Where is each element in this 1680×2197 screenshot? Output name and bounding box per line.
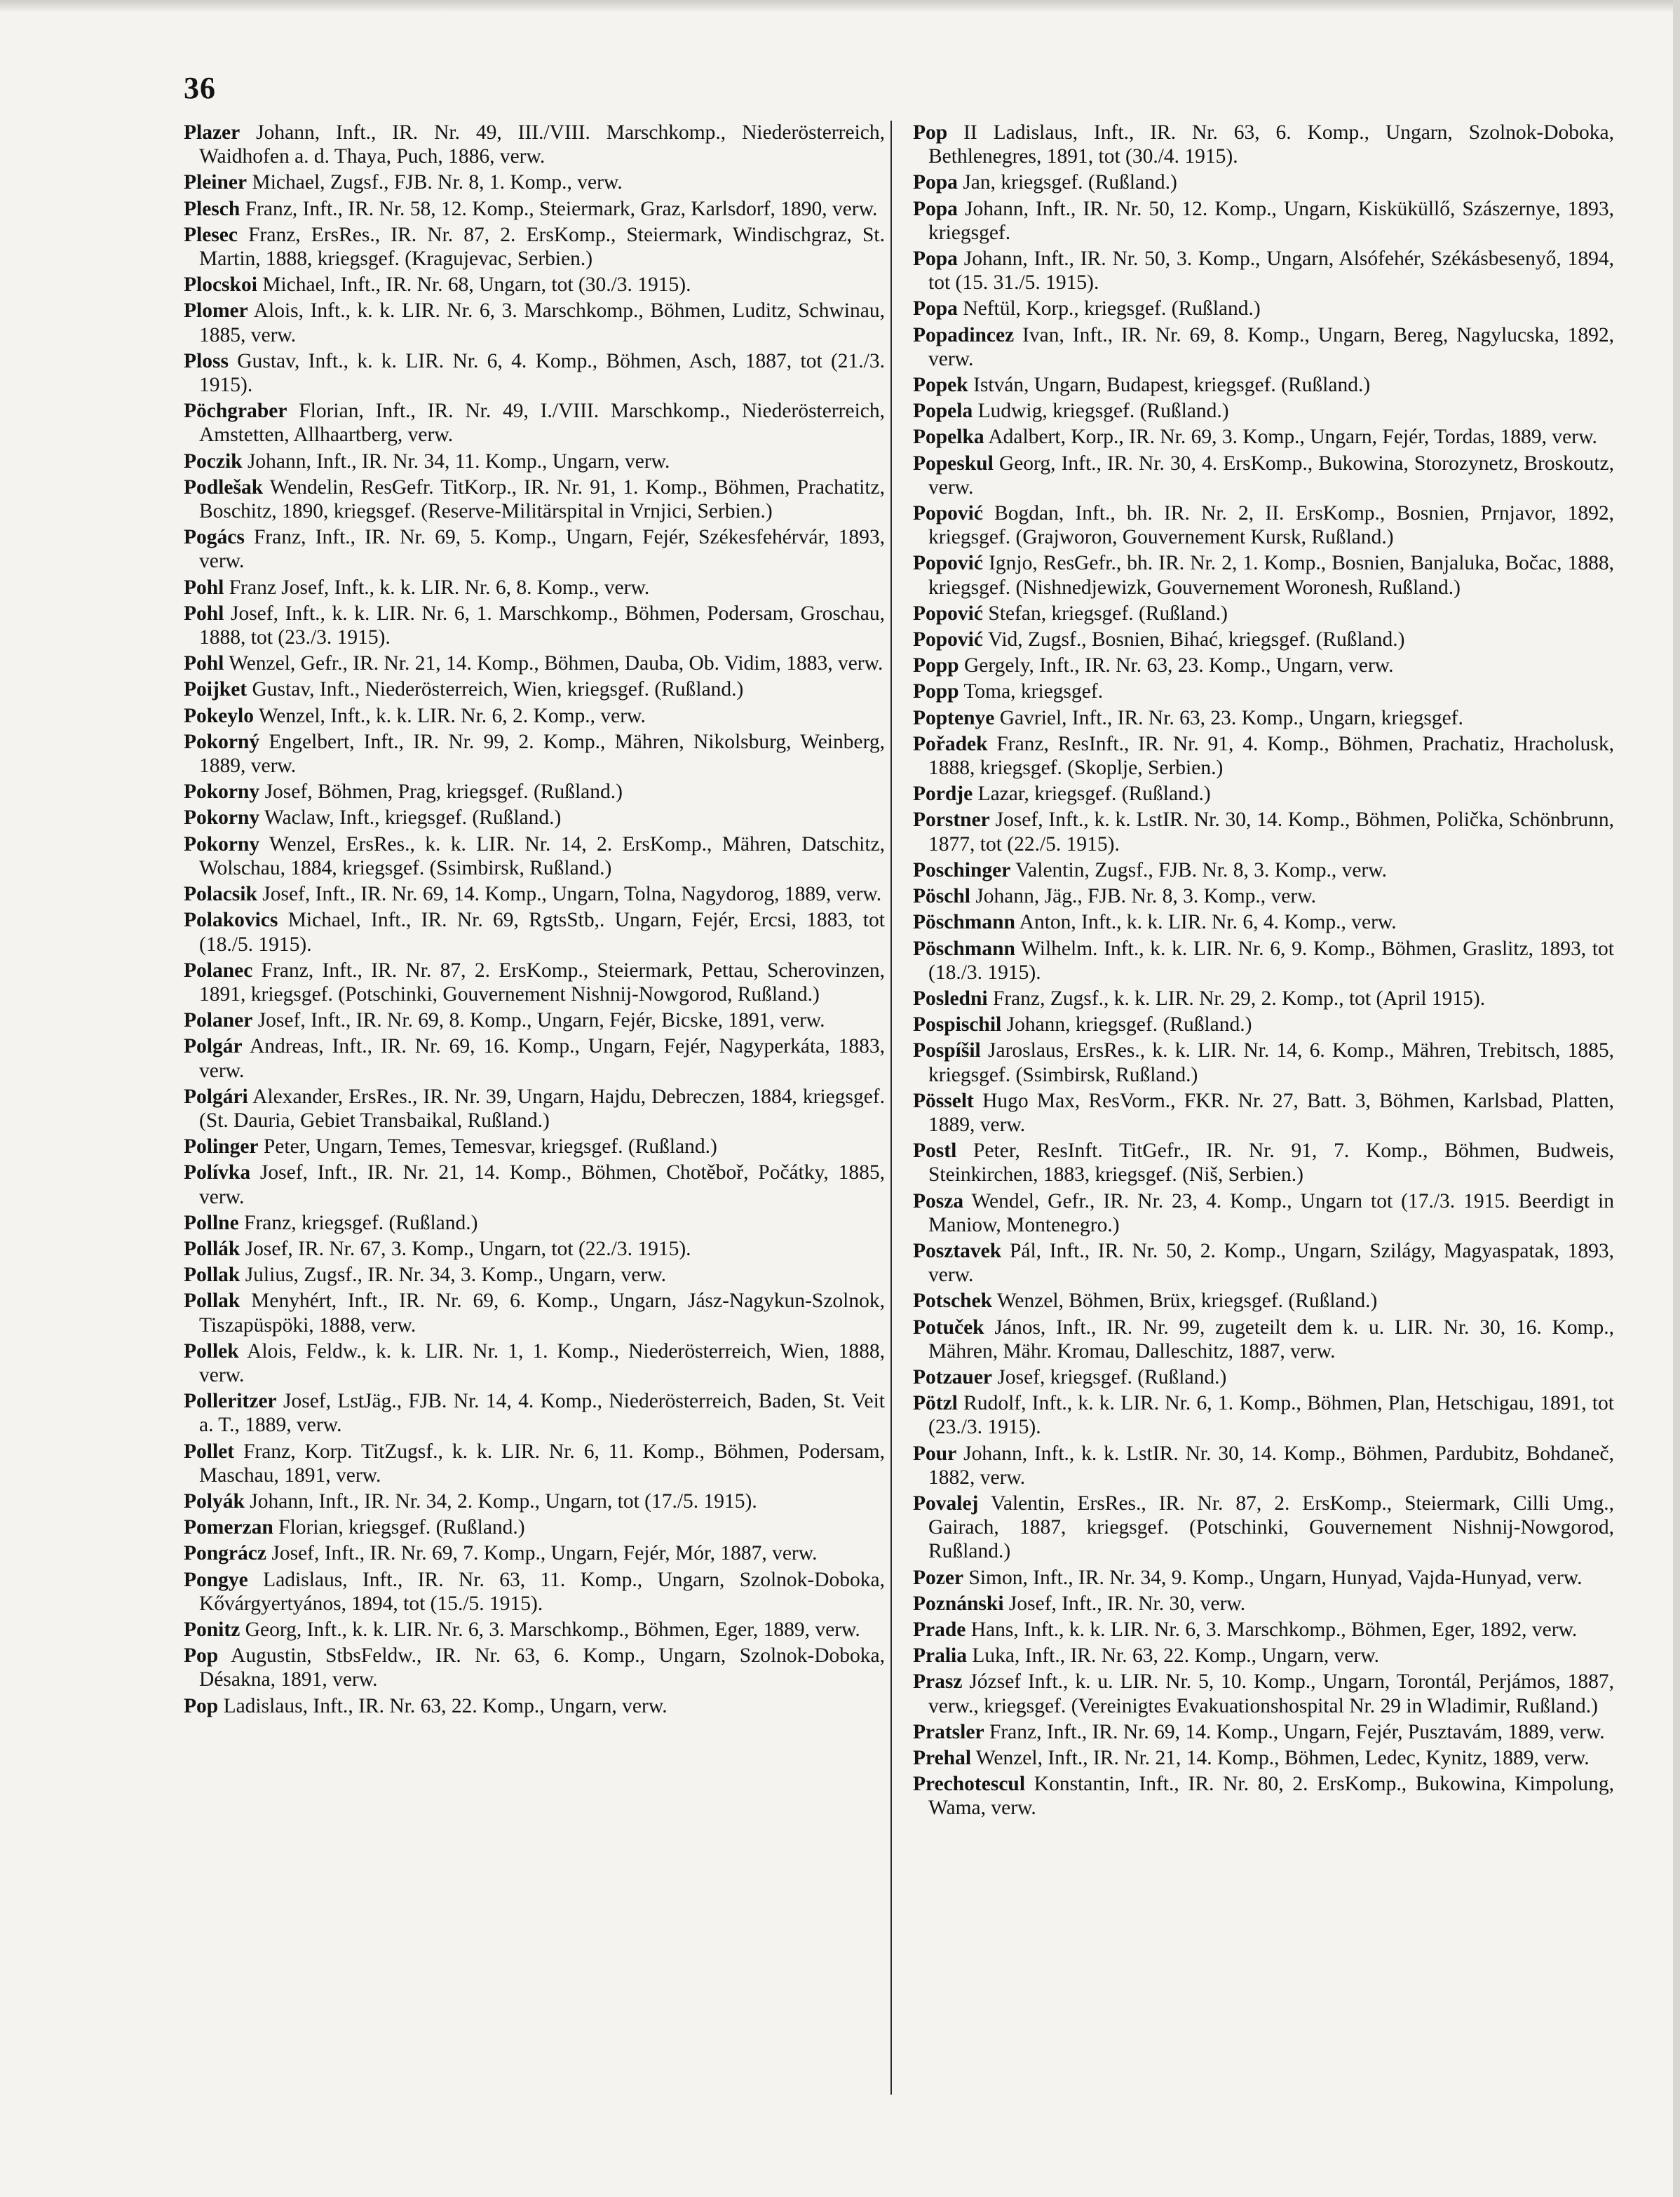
surname: Popadincez <box>913 323 1015 346</box>
entry-details: Luka, Inft., IR. Nr. 63, 22. Komp., Ungarn, verw. <box>972 1644 1379 1668</box>
entry-details: Johann, Inft., k. k. LstIR. Nr. 30, 14. Komp., Böhmen, Pardubitz, Bohdaneč, 1882, verw. <box>928 1442 1614 1489</box>
entry-details: Augustin, StbsFeldw., IR. Nr. 63, 6. Komp., Ungarn, Szolnok-Doboka, Désakna, 1891, verw. <box>199 1644 885 1691</box>
entry-details: Michael, Inft., IR. Nr. 68, Ungarn, tot (30./3. 1915). <box>262 273 691 297</box>
list-entry <box>913 628 1614 651</box>
surname: Pop <box>913 121 948 144</box>
entry-details: Wenzel, ErsRes., k. k. LIR. Nr. 14, 2. ErsKomp., Mähren, Datschitz, Wolschau, 1884, kriegsgef. (Ssimbirsk, Rußland.) <box>199 832 885 879</box>
list-entry <box>184 832 885 880</box>
scan-top-edge <box>0 0 1680 13</box>
entry-details: Toma, kriegsgef. <box>963 680 1104 703</box>
entry-details: István, Ungarn, Budapest, kriegsgef. (Rußland.) <box>973 374 1371 397</box>
entry-details: Wendel, Gefr., IR. Nr. 23, 4. Komp., Ungarn tot (17./3. 1915. Beerdigt in Maniow, Montenegro.) <box>928 1189 1614 1236</box>
surname: Popović <box>913 502 983 525</box>
entry-details: Adalbert, Korp., IR. Nr. 69, 3. Komp., Ungarn, Fejér, Tordas, 1889, verw. <box>988 426 1597 449</box>
entry-details: Vid, Zugsf., Bosnien, Bihać, kriegsgef. (Rußland.) <box>987 628 1405 651</box>
surname: Poptenye <box>913 706 995 729</box>
surname: Pöschmann <box>913 911 1015 934</box>
list-entry <box>184 223 885 271</box>
entry-details: Gavriel, Inft., IR. Nr. 63, 23. Komp., Ungarn, kriegsgef. <box>999 706 1463 729</box>
entry-details: Josef, Inft., IR. Nr. 30, verw. <box>1008 1592 1246 1615</box>
surname: Pospischil <box>913 1013 1002 1036</box>
list-entry <box>913 1013 1614 1036</box>
list-entry <box>184 602 885 649</box>
list-entry <box>913 1289 1614 1313</box>
entry-details: Johann, Inft., IR. Nr. 50, 3. Komp., Ungarn, Alsófehér, Székásbesenyő, 1894, tot (15. 31./5. 1915). <box>928 248 1614 295</box>
surname: Popa <box>913 297 958 320</box>
entry-details: II Ladislaus, Inft., IR. Nr. 63, 6. Komp., Ungarn, Szolnok-Doboka, Bethlenegres, 1891, tot (30./4. 1915). <box>928 121 1614 168</box>
surname: Polaner <box>184 1009 253 1032</box>
surname: Popeskul <box>913 452 994 475</box>
surname: Polgári <box>184 1085 248 1108</box>
surname: Pozer <box>913 1566 964 1589</box>
surname: Popela <box>913 400 973 423</box>
entry-details: Pál, Inft., IR. Nr. 50, 2. Komp., Ungarn, Szilágy, Magyaspatak, 1893, verw. <box>928 1239 1614 1287</box>
entry-details: Ladislaus, Inft., IR. Nr. 63, 11. Komp., Ungarn, Szolnok-Doboka, Kővárgyertyános, 1894, tot (15./5. 1915). <box>199 1568 886 1615</box>
surname: Pokorny <box>184 780 260 804</box>
list-entry <box>184 651 885 675</box>
surname: Polgár <box>184 1035 243 1058</box>
list-entry <box>913 1239 1614 1287</box>
list-entry <box>913 987 1614 1010</box>
surname: Polyák <box>184 1489 245 1513</box>
surname: Popa <box>913 248 958 271</box>
list-entry <box>913 1391 1614 1439</box>
surname: Poznánski <box>913 1592 1004 1615</box>
list-entry <box>913 247 1614 295</box>
surname: Poijket <box>184 678 248 701</box>
list-entry <box>184 1541 885 1565</box>
entry-details: Andreas, Inft., IR. Nr. 69, 16. Komp., Ungarn, Fejér, Nagyperkáta, 1883, verw. <box>199 1035 885 1082</box>
surname: Polívka <box>184 1161 251 1184</box>
surname: Pospíšil <box>913 1039 981 1062</box>
list-entry <box>184 449 885 473</box>
surname: Prade <box>913 1618 966 1641</box>
list-entry <box>184 1161 885 1208</box>
surname: Postl <box>913 1140 957 1163</box>
surname: Polinger <box>184 1135 259 1158</box>
entry-details: Alexander, ErsRes., IR. Nr. 39, Ungarn, Hajdu, Debreczen, 1884, kriegsgef. (St. Dauria, Gebiet Transbaikal, Rußland.) <box>199 1085 886 1132</box>
left-column <box>184 121 885 1720</box>
list-entry <box>913 1618 1614 1642</box>
entry-details: Peter, Ungarn, Temes, Temesvar, kriegsgef. (Rußland.) <box>263 1135 717 1158</box>
list-entry <box>184 1263 885 1287</box>
list-entry <box>913 1746 1614 1770</box>
surname: Pollak <box>184 1290 241 1313</box>
list-entry <box>184 677 885 701</box>
list-entry <box>184 1440 885 1487</box>
list-entry <box>913 1139 1614 1187</box>
entry-details: Hugo Max, ResVorm., FKR. Nr. 27, Batt. 3, Böhmen, Karlsbad, Platten, 1889, verw. <box>928 1089 1615 1136</box>
entry-details: Lazar, kriegsgef. (Rußland.) <box>977 783 1211 806</box>
entry-details: Franz, ErsRes., IR. Nr. 87, 2. ErsKomp., Steiermark, Windischgraz, St. Martin, 1888, kriegsgef. (Kragujevac, Serbien.) <box>199 223 886 271</box>
entry-details: Johann, Inft., IR. Nr. 49, III./VIII. Marschkomp., Niederösterreich, Waidhofen a. d. Thaya, Puch, 1886, verw. <box>199 121 886 168</box>
entry-details: Peter, ResInft. TitGefr., IR. Nr. 91, 7. Komp., Böhmen, Budweis, Steinkirchen, 1883, kriegsgef. (Niš, Serbien.) <box>928 1140 1614 1187</box>
entry-details: Ivan, Inft., IR. Nr. 69, 8. Komp., Ungarn, Bereg, Nagylucska, 1892, verw. <box>928 323 1614 370</box>
surname: Plesch <box>184 197 241 220</box>
surname: Popp <box>913 680 959 703</box>
list-entry <box>913 1316 1614 1363</box>
surname: Pöschl <box>913 885 970 908</box>
entry-details: Michael, Zugsf., FJB. Nr. 8, 1. Komp., verw. <box>252 171 623 194</box>
surname: Pongye <box>184 1568 248 1591</box>
entry-details: Jan, kriegsgef. (Rußland.) <box>963 171 1177 194</box>
surname: Porstner <box>913 809 990 832</box>
list-entry <box>184 475 885 523</box>
entry-details: Anton, Inft., k. k. LIR. Nr. 6, 4. Komp., verw. <box>1019 911 1397 934</box>
entry-details: Franz, Korp. TitZugsf., k. k. LIR. Nr. 6, 11. Komp., Böhmen, Podersam, Maschau, 1891, verw. <box>199 1440 886 1487</box>
entry-details: Ladislaus, Inft., IR. Nr. 63, 22. Komp., Ungarn, verw. <box>223 1694 668 1717</box>
surname: Plomer <box>184 299 248 323</box>
surname: Pötzl <box>913 1392 958 1415</box>
list-entry <box>184 1211 885 1235</box>
list-entry <box>913 399 1614 423</box>
surname: Plesec <box>184 223 238 246</box>
entry-details: Gustav, Inft., k. k. LIR. Nr. 6, 4. Komp., Böhmen, Asch, 1887, tot (21./3. 1915). <box>199 349 886 397</box>
list-entry <box>184 1237 885 1261</box>
surname: Pop <box>184 1644 219 1668</box>
list-entry <box>913 551 1614 599</box>
list-entry <box>184 399 885 447</box>
surname: Polanec <box>184 959 253 982</box>
list-entry <box>184 1135 885 1158</box>
surname: Poschinger <box>913 858 1011 881</box>
surname: Povalej <box>913 1492 979 1515</box>
surname: Pollet <box>184 1440 235 1463</box>
list-entry <box>184 121 885 168</box>
entry-details: Josef, Inft., k. k. LIR. Nr. 6, 1. Marschkomp., Böhmen, Podersam, Groschau, 1888, tot (23./3. 1915). <box>199 602 885 649</box>
list-entry <box>184 1085 885 1133</box>
list-entry <box>184 1489 885 1513</box>
surname: Popović <box>913 628 983 651</box>
list-entry <box>184 1515 885 1539</box>
surname: Pöchgraber <box>184 400 287 423</box>
list-entry <box>913 1365 1614 1389</box>
list-entry <box>184 576 885 600</box>
entry-details: Engelbert, Inft., IR. Nr. 99, 2. Komp., Mähren, Nikolsburg, Weinberg, 1889, verw. <box>199 730 886 778</box>
list-entry <box>184 1289 885 1337</box>
entry-details: József Inft., k. u. LIR. Nr. 5, 10. Komp., Ungarn, Torontál, Perjámos, 1887, verw., kriegsgef. (Vereinigtes Evakuationshospital Nr. 29 in Wladimir, Rußland.) <box>928 1670 1615 1717</box>
list-entry <box>913 732 1614 780</box>
list-entry <box>913 706 1614 730</box>
list-entry <box>913 323 1614 371</box>
surname: Polakovics <box>184 909 278 932</box>
list-entry <box>184 1008 885 1032</box>
list-entry <box>913 1039 1614 1086</box>
entry-details: Wendelin, ResGefr. TitKorp., IR. Nr. 91, 1. Komp., Böhmen, Prachatitz, Boschitz, 1890, kriegsgef. (Reserve-Militärspital in Vrnjici, Serbien.) <box>199 475 885 523</box>
entry-details: Franz Josef, Inft., k. k. LIR. Nr. 6, 8. Komp., verw. <box>229 576 650 599</box>
entry-details: Rudolf, Inft., k. k. LIR. Nr. 6, 1. Komp., Böhmen, Plan, Hetschigau, 1891, tot (23./3. 1915). <box>928 1392 1614 1439</box>
surname: Plazer <box>184 121 241 144</box>
entry-details: Johann, Inft., IR. Nr. 50, 12. Komp., Ungarn, Kisküküllő, Szászernye, 1893, kriegsgef. <box>928 197 1614 244</box>
list-entry <box>913 858 1614 882</box>
entry-details: Gustav, Inft., Niederösterreich, Wien, kriegsgef. (Rußland.) <box>252 678 744 701</box>
list-entry <box>184 1644 885 1691</box>
list-entry <box>913 1492 1614 1564</box>
entry-details: Stefan, kriegsgef. (Rußland.) <box>988 602 1228 625</box>
entry-details: Alois, Inft., k. k. LIR. Nr. 6, 3. Marschkomp., Böhmen, Luditz, Schwinau, 1885, verw. <box>199 299 885 346</box>
list-entry <box>184 197 885 221</box>
list-entry <box>913 680 1614 703</box>
list-entry <box>913 501 1614 549</box>
surname: Pordje <box>913 783 973 806</box>
surname: Pour <box>913 1442 957 1465</box>
surname: Pořadek <box>913 732 988 755</box>
entry-details: Wilhelm. Inft., k. k. LIR. Nr. 6, 9. Komp., Böhmen, Graslitz, 1893, tot (18./3. 1915). <box>928 937 1614 984</box>
list-entry <box>184 806 885 830</box>
list-entry <box>913 425 1614 449</box>
list-entry <box>913 1720 1614 1744</box>
list-entry <box>184 1389 885 1437</box>
list-entry <box>184 882 885 906</box>
entry-details: Alois, Feldw., k. k. LIR. Nr. 1, 1. Komp., Niederösterreich, Wien, 1888, verw. <box>199 1339 886 1386</box>
entry-details: Florian, kriegsgef. (Rußland.) <box>278 1516 525 1539</box>
surname: Pollák <box>184 1237 241 1260</box>
list-entry <box>913 1089 1614 1137</box>
surname: Popović <box>913 552 983 575</box>
list-entry <box>184 1568 885 1616</box>
list-entry <box>184 704 885 728</box>
list-entry <box>184 299 885 346</box>
list-entry <box>184 525 885 573</box>
list-entry <box>913 602 1614 626</box>
list-entry <box>184 908 885 956</box>
entry-details: Franz, ResInft., IR. Nr. 91, 4. Komp., Böhmen, Prachatiz, Hracholusk, 1888, kriegsgef. (Skoplje, Serbien.) <box>928 732 1614 780</box>
surname: Plocskoi <box>184 273 257 297</box>
surname: Pollek <box>184 1339 239 1363</box>
surname: Popelka <box>913 426 984 449</box>
list-entry <box>913 1592 1614 1616</box>
surname: Pomerzan <box>184 1516 273 1539</box>
list-entry <box>913 170 1614 194</box>
surname: Pollne <box>184 1211 239 1234</box>
surname: Popa <box>913 197 958 220</box>
entry-details: Wenzel, Inft., IR. Nr. 21, 14. Komp., Böhmen, Ledec, Kynitz, 1889, verw. <box>975 1747 1590 1769</box>
surname: Pongrácz <box>184 1542 266 1565</box>
entry-details: Josef, LstJäg., FJB. Nr. 14, 4. Komp., Niederösterreich, Baden, St. Veit a. T., 1889, verw. <box>199 1390 885 1437</box>
entry-details: Johann, Jäg., FJB. Nr. 8, 3. Komp., verw. <box>975 885 1316 908</box>
right-column <box>913 121 1614 1823</box>
entry-details: Ludwig, kriegsgef. (Rußland.) <box>977 400 1229 423</box>
surname: Prasz <box>913 1670 963 1694</box>
entry-details: Simon, Inft., IR. Nr. 34, 9. Komp., Ungarn, Hunyad, Vajda-Hunyad, verw. <box>968 1566 1583 1589</box>
entry-details: Josef, kriegsgef. (Rußland.) <box>997 1365 1227 1388</box>
list-entry <box>184 1694 885 1718</box>
entry-details: Georg, Inft., IR. Nr. 30, 4. ErsKomp., Bukowina, Storozynetz, Broskoutz, verw. <box>928 452 1614 499</box>
surname: Pop <box>184 1694 219 1717</box>
column-divider <box>890 121 892 2095</box>
list-entry <box>184 780 885 804</box>
entry-details: Wenzel, Gefr., IR. Nr. 21, 14. Komp., Böhmen, Dauba, Ob. Vidim, 1883, verw. <box>229 652 883 675</box>
entry-details: Franz, kriegsgef. (Rußland.) <box>244 1211 478 1234</box>
entry-details: Johann, Inft., IR. Nr. 34, 11. Komp., Ungarn, verw. <box>247 449 670 473</box>
surname: Pokorný <box>184 730 260 753</box>
surname: Prehal <box>913 1747 972 1769</box>
list-entry <box>184 1034 885 1082</box>
entry-details: Jaroslaus, ErsRes., k. k. LIR. Nr. 14, 6. Komp., Mähren, Trebitsch, 1885, kriegsgef. (Ssimbirsk, Rußland.) <box>928 1039 1614 1086</box>
list-entry <box>913 1566 1614 1590</box>
list-entry <box>913 452 1614 499</box>
entry-details: Josef, Inft., IR. Nr. 21, 14. Komp., Böhmen, Chotěboř, Počátky, 1885, verw. <box>199 1161 885 1208</box>
list-entry <box>184 1618 885 1642</box>
list-entry <box>913 197 1614 245</box>
surname: Ponitz <box>184 1618 241 1641</box>
list-entry <box>913 373 1614 397</box>
entry-details: Wenzel, Böhmen, Brüx, kriegsgef. (Rußland.) <box>996 1290 1378 1313</box>
surname: Polacsik <box>184 883 257 906</box>
entry-details: Valentin, Zugsf., FJB. Nr. 8, 3. Komp., verw. <box>1015 858 1388 881</box>
surname: Popek <box>913 374 968 397</box>
list-entry <box>913 654 1614 677</box>
entry-details: Josef, Böhmen, Prag, kriegsgef. (Rußland.) <box>264 780 623 804</box>
surname: Posza <box>913 1189 964 1212</box>
list-entry <box>913 1442 1614 1489</box>
entry-details: Ignjo, ResGefr., bh. IR. Nr. 2, 1. Komp., Bosnien, Banjaluka, Bočac, 1888, kriegsgef. (Nishnedjewizk, Gouvernement Woronesh, Rußland.) <box>928 552 1614 599</box>
surname: Poczik <box>184 449 243 473</box>
entry-details: Georg, Inft., k. k. LIR. Nr. 6, 3. Marschkomp., Böhmen, Eger, 1889, verw. <box>245 1618 860 1641</box>
surname: Potuček <box>913 1316 984 1339</box>
surname: Pösselt <box>913 1089 974 1112</box>
surname: Pohl <box>184 576 224 599</box>
surname: Posledni <box>913 987 988 1010</box>
list-entry <box>913 910 1614 934</box>
list-entry <box>913 1189 1614 1237</box>
entry-details: Valentin, ErsRes., IR. Nr. 87, 2. ErsKomp., Steiermark, Cilli Umg., Gairach, 1887, kriegsgef. (Potschinki, Gouvernement Nishnij-Nowgorod, Rußland.) <box>928 1492 1614 1563</box>
surname: Potzauer <box>913 1365 993 1388</box>
list-entry <box>913 1772 1614 1820</box>
list-entry <box>184 959 885 1006</box>
surname: Pogács <box>184 526 245 549</box>
entry-details: Neftül, Korp., kriegsgef. (Rußland.) <box>963 297 1261 320</box>
surname: Pokorny <box>184 806 260 830</box>
entry-details: Josef, Inft., IR. Nr. 69, 8. Komp., Ungarn, Fejér, Bicske, 1891, verw. <box>257 1009 825 1032</box>
surname: Pöschmann <box>913 937 1015 960</box>
list-entry <box>913 1644 1614 1668</box>
surname: Ploss <box>184 349 229 372</box>
entry-details: Franz, Inft., IR. Nr. 69, 14. Komp., Ungarn, Fejér, Pusztavám, 1889, verw. <box>989 1720 1605 1743</box>
surname: Podlešak <box>184 475 264 499</box>
entry-details: Waclaw, Inft., kriegsgef. (Rußland.) <box>264 806 562 830</box>
entry-details: Wenzel, Inft., k. k. LIR. Nr. 6, 2. Komp., verw. <box>258 704 646 727</box>
entry-details: Hans, Inft., k. k. LIR. Nr. 6, 3. Marschkomp., Böhmen, Eger, 1892, verw. <box>970 1618 1578 1641</box>
entry-details: Julius, Zugsf., IR. Nr. 34, 3. Komp., Ungarn, verw. <box>245 1264 667 1287</box>
list-entry <box>184 730 885 778</box>
surname: Potschek <box>913 1290 993 1313</box>
entry-details: Franz, Zugsf., k. k. LIR. Nr. 29, 2. Komp., tot (April 1915). <box>992 987 1486 1010</box>
surname: Popp <box>913 654 959 677</box>
surname: Prechotescul <box>913 1773 1026 1796</box>
list-entry <box>913 884 1614 908</box>
entry-details: Michael, Inft., IR. Nr. 69, RgtsStb,. Ungarn, Fejér, Ercsi, 1883, tot (18./5. 1915). <box>199 909 885 956</box>
list-entry <box>913 782 1614 806</box>
entry-details: János, Inft., IR. Nr. 99, zugeteilt dem k. u. LIR. Nr. 30, 16. Komp., Mähren, Mähr. Kromau, Dalleschitz, 1887, verw. <box>928 1316 1614 1363</box>
list-entry <box>184 170 885 194</box>
surname: Pokorny <box>184 832 260 856</box>
entry-details: Bogdan, Inft., bh. IR. Nr. 2, II. ErsKomp., Bosnien, Prnjavor, 1892, kriegsgef. (Grajworon, Gouvernement Kursk, Rußland.) <box>928 502 1614 549</box>
surname: Pohl <box>184 602 224 625</box>
surname: Polleritzer <box>184 1390 277 1413</box>
scan-right-edge <box>1673 0 1680 2197</box>
page-number: 36 <box>184 71 216 105</box>
surname: Pratsler <box>913 1720 984 1743</box>
entry-details: Franz, Inft., IR. Nr. 87, 2. ErsKomp., Steiermark, Pettau, Scherovinzen, 1891, kriegsgef. (Potschinki, Gouvernement Nishnij-Nowgorod, Rußland.) <box>199 959 886 1006</box>
surname: Pokeylo <box>184 704 254 727</box>
list-entry <box>184 1339 885 1387</box>
list-entry <box>913 937 1614 985</box>
list-entry <box>913 297 1614 320</box>
entry-details: Franz, Inft., IR. Nr. 58, 12. Komp., Steiermark, Graz, Karlsdorf, 1890, verw. <box>245 197 878 220</box>
entry-details: Johann, Inft., IR. Nr. 34, 2. Komp., Ungarn, tot (17./5. 1915). <box>250 1489 757 1513</box>
surname: Pollak <box>184 1264 241 1287</box>
entry-details: Josef, IR. Nr. 67, 3. Komp., Ungarn, tot (22./3. 1915). <box>245 1237 691 1260</box>
entry-details: Josef, Inft., IR. Nr. 69, 7. Komp., Ungarn, Fejér, Mór, 1887, verw. <box>271 1542 818 1565</box>
entry-details: Gergely, Inft., IR. Nr. 63, 23. Komp., Ungarn, verw. <box>963 654 1394 677</box>
surname: Pleiner <box>184 171 248 194</box>
entry-details: Johann, kriegsgef. (Rußland.) <box>1006 1013 1252 1036</box>
surname: Pralia <box>913 1644 968 1668</box>
entry-details: Menyhért, Inft., IR. Nr. 69, 6. Komp., Ungarn, Jász-Nagykun-Szolnok, Tiszapüspöki, 1888, verw. <box>199 1290 886 1337</box>
surname: Popović <box>913 602 983 625</box>
list-entry <box>184 273 885 297</box>
entry-details: Florian, Inft., IR. Nr. 49, I./VIII. Marschkomp., Niederösterreich, Amstetten, Allhaartberg, verw. <box>199 400 885 447</box>
list-entry <box>913 808 1614 856</box>
surname: Popa <box>913 171 958 194</box>
entry-details: Franz, Inft., IR. Nr. 69, 5. Komp., Ungarn, Fejér, Székesfehérvár, 1893, verw. <box>199 526 886 573</box>
entry-details: Josef, Inft., k. k. LstIR. Nr. 30, 14. Komp., Böhmen, Polička, Schönbrunn, 1877, tot (22./5. 1915). <box>928 809 1615 856</box>
list-entry <box>913 121 1614 168</box>
entry-details: Josef, Inft., IR. Nr. 69, 14. Komp., Ungarn, Tolna, Nagydorog, 1889, verw. <box>262 883 882 906</box>
entry-details: Konstantin, Inft., IR. Nr. 80, 2. ErsKomp., Bukowina, Kimpolung, Wama, verw. <box>928 1773 1615 1820</box>
surname: Pohl <box>184 652 224 675</box>
list-entry <box>184 349 885 397</box>
surname: Posztavek <box>913 1239 1002 1262</box>
list-entry <box>913 1670 1614 1717</box>
